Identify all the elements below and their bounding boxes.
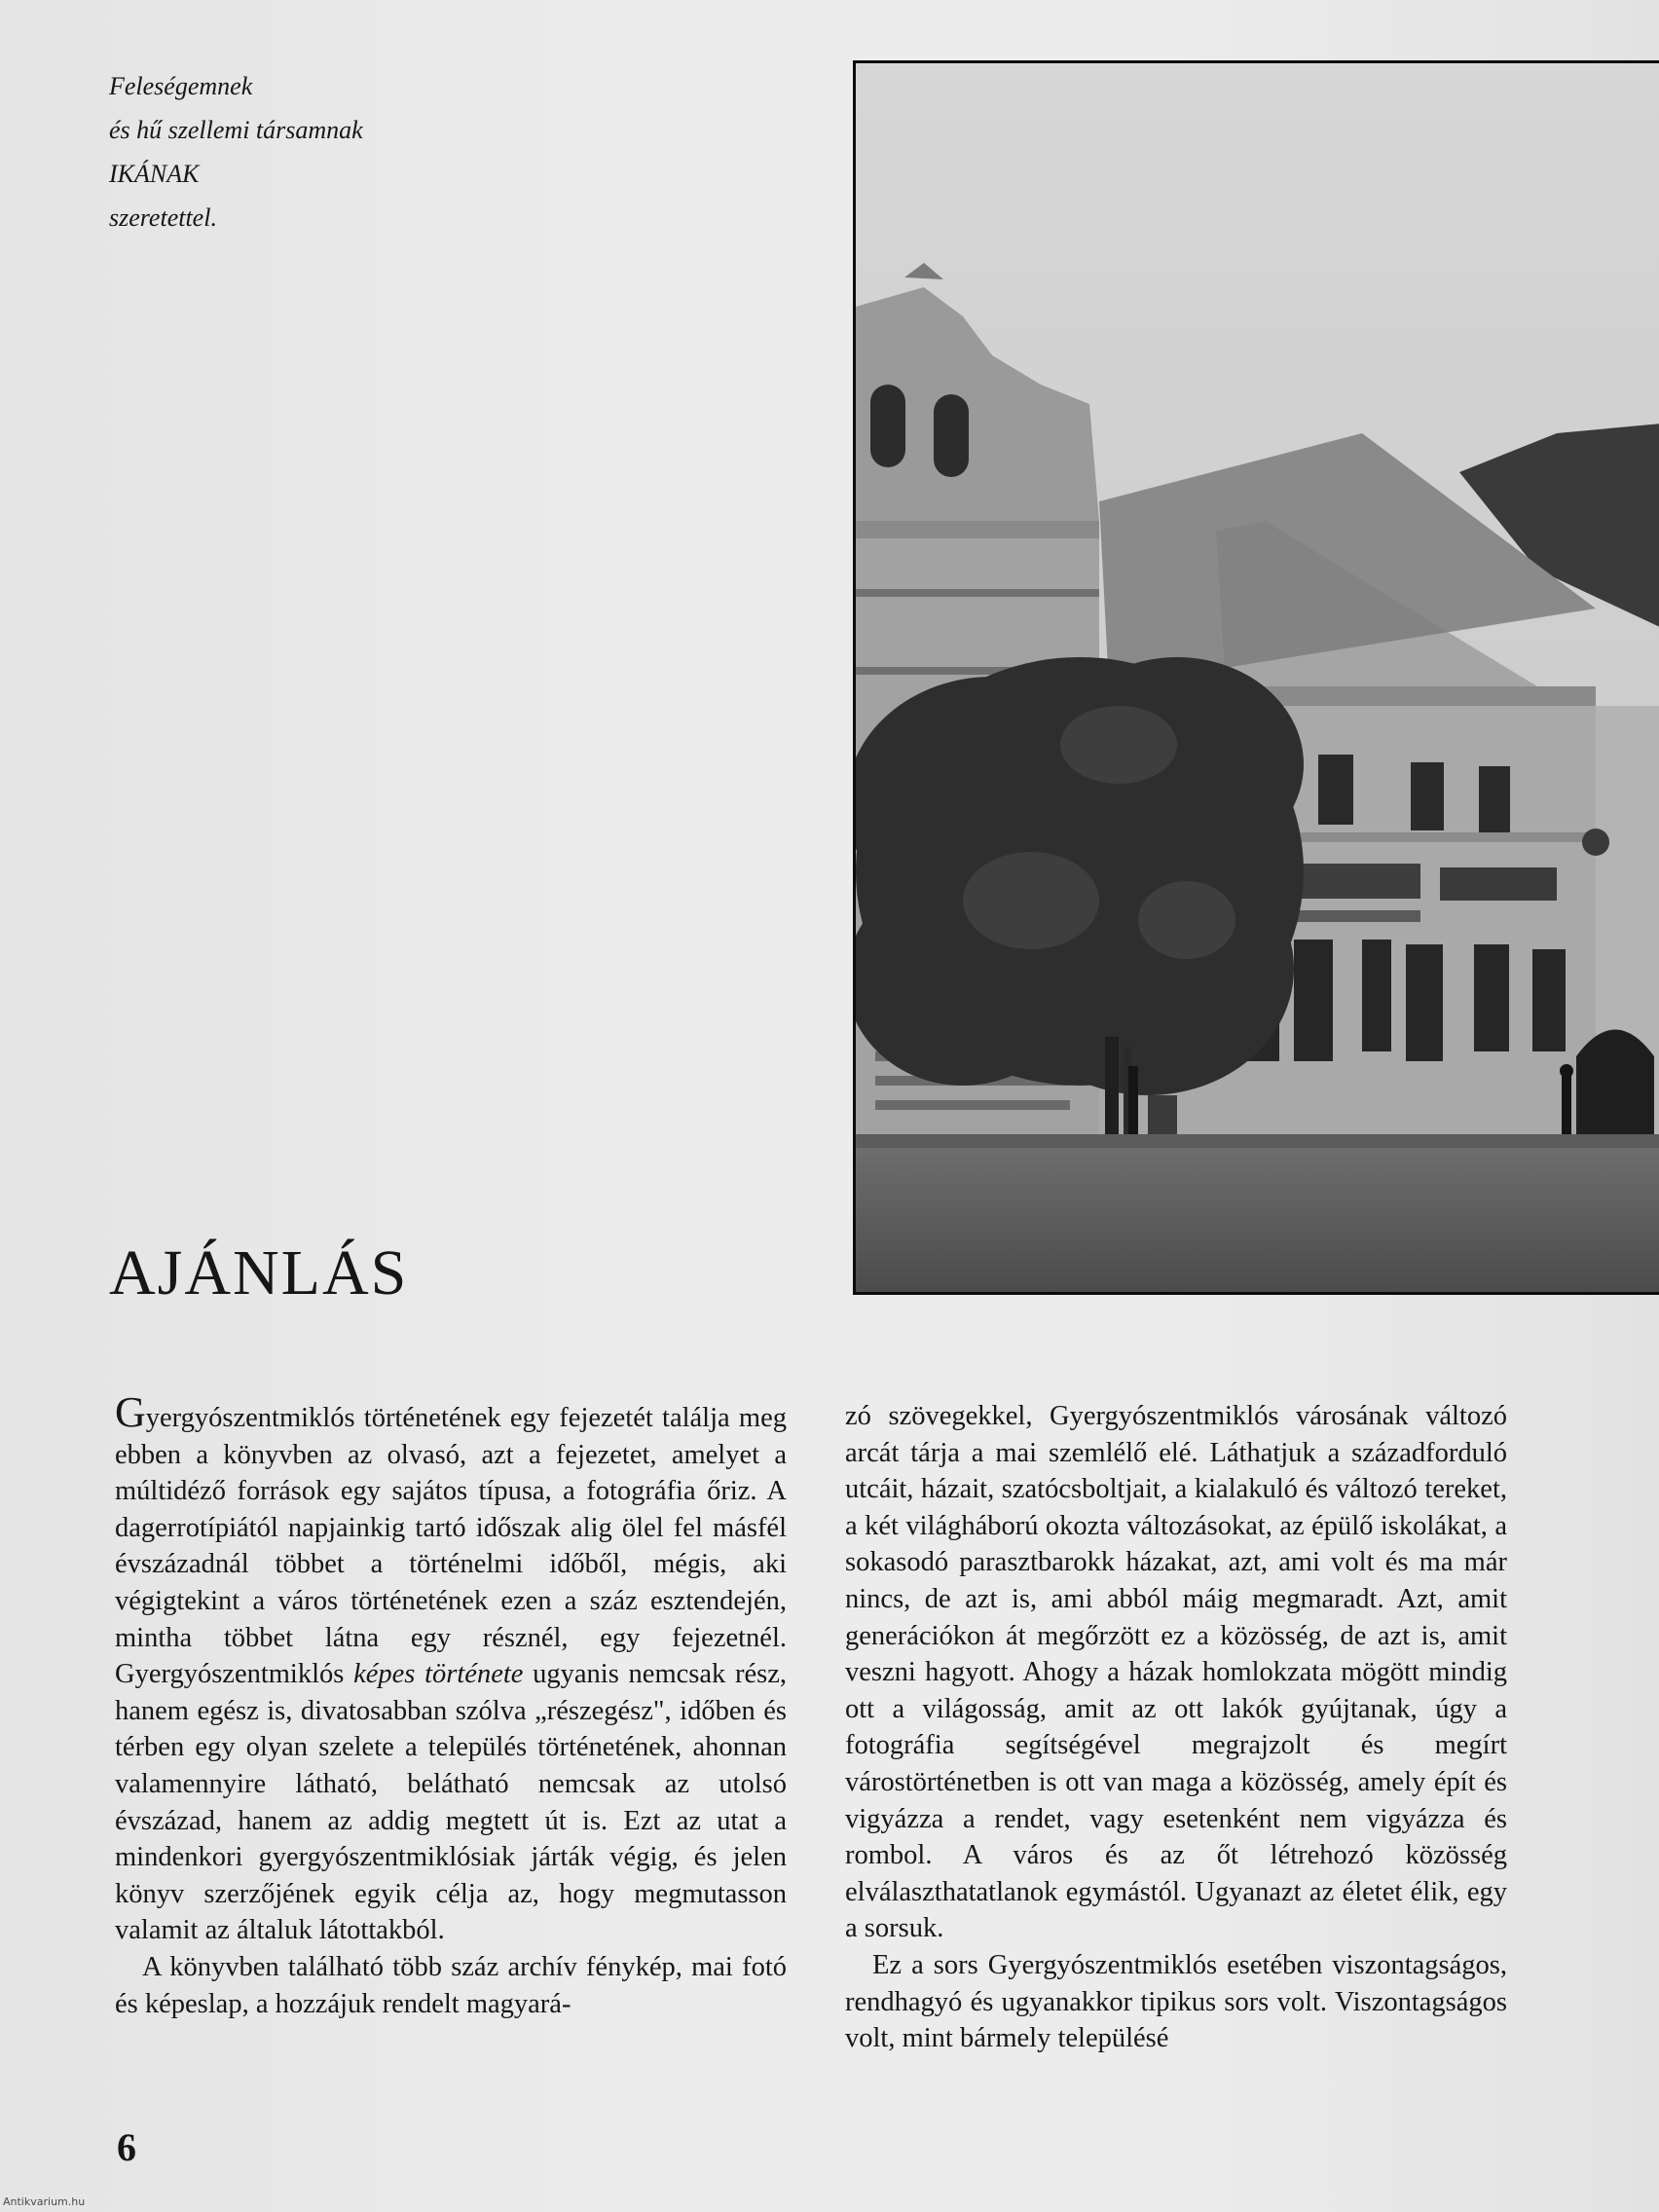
drop-cap: G [115,1388,146,1436]
dedication [109,64,363,240]
dedication-line: IKÁNAK [109,160,200,188]
paragraph: Ez a sors Gyergyószentmiklós esetében viszontagságos, rendhagyó és ugyanakkor tipikus sors volt. Viszontagságos volt, mint bármely településé [845,1949,1507,2054]
page-number: 6 [117,2125,136,2169]
paragraph: A könyvben található több száz archív fénykép, mai fotó és képeslap, a hozzájuk rendelt magyará- [115,1951,787,2019]
paragraph: zó szövegekkel, Gyergyószentmiklós városának változó arcát tárja a mai szemlélő elé. Láthatjuk a századforduló utcáit, házait, szatócsboltjait, a kialakuló és változó tereket, a két világháború okozta változásokat, az épülő iskolákat, a sokasodó parasztbarokk házakat, azt, ami volt és ma már nincs, de azt is, ami abból máig megmaradt. Azt, amit generációkon át megőrzött ez a közösség, de azt is, amit veszni hagyott. Ahogy a házak homlokzata mögött mindig ott a világosság, amit az ott lakók gyújtanak, úgy a fotográfia segítségével megrajzolt és megírt várostörténetben is ott van maga a közösség, amely épít és vigyázza a rendet, vagy esetenként nem vigyázza és rombol. A város és az őt létrehozó közösség elválaszthatatlanok egymástól. Ugyanazt az életet élik, egy a sorsuk. [845,1401,1507,1944]
dedication-line: és hű szellemi társamnak [109,116,363,144]
paragraph-text: ugyanis nemcsak rész, hanem egész is, divatosabban szólva „részegész", időben és térben egy olyan szelete a település történetének, ahonnan valamennyire látható, belátható nemcsak az utolsó évszázad, hanem az addig megtett út is. Ezt az utat a mindenkori gyergyószentmiklósiak járták végig, és jelen könyv szerzőjének egyik célja az, hogy megmutasson valamit az általuk látottakból. [115,1659,787,1946]
text-column-left [115,1388,787,2022]
archival-street-photo [853,60,1659,1295]
paragraph-text: yergyószentmiklós történetének egy fejezetét találja meg ebben a könyvben az olvasó, azt a fejezetet, amelyet a múltidéző források egy sajátos típusa, a fotográfia őriz. A dagerrotípiától napjainkig tartó időszak alig ölel fel másfél évszázadnál többet a történelmi időből, mégis, aki végigtekint a város történetének ezen a száz esztendején, mintha többet látna egy résznél, egy fejezetnél. Gyergyószentmiklós [115,1403,787,1690]
paragraph [115,1388,787,1949]
dedication-line: szeretettel. [109,203,217,232]
emphasized-text: képes története [353,1659,524,1690]
section-heading: AJÁNLÁS [109,1237,409,1309]
watermark: Antikvarium.hu [0,2194,88,2209]
text-column-right [845,1398,1507,2057]
dedication-line: Feleségemnek [109,72,253,100]
